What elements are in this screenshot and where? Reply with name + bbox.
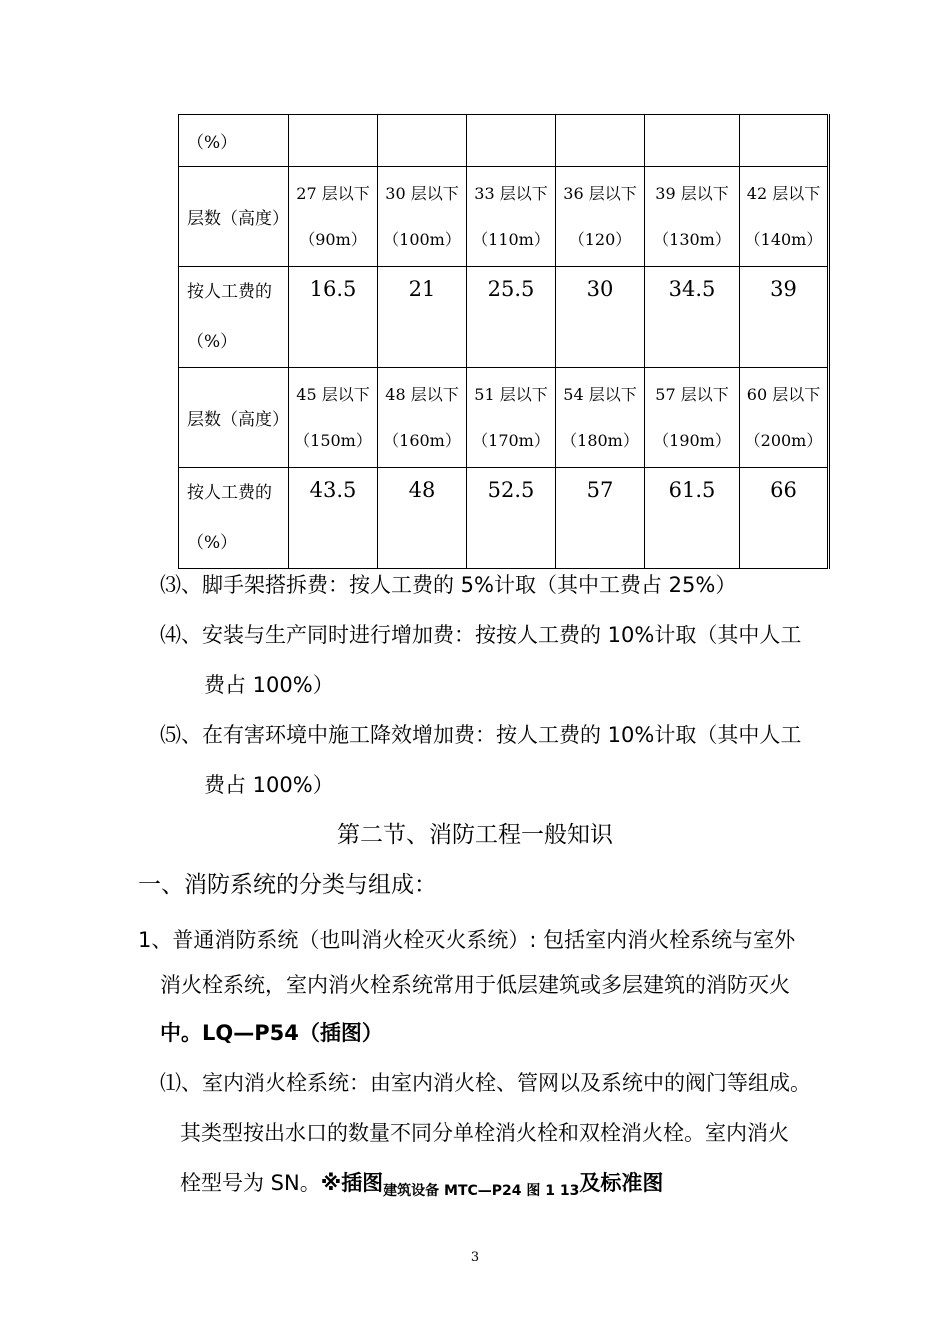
section-title: 第二节、消防工程一般知识 [337, 822, 613, 848]
table-row [179, 267, 829, 368]
row-label: 层数（高度） [179, 167, 289, 267]
floor-height: （160m） [383, 430, 461, 450]
percent-value: 21 [378, 267, 467, 368]
percent-value: 57 [556, 468, 645, 569]
percent-value: 61.5 [645, 468, 740, 569]
para2-line2: 其类型按出水口的数量不同分单栓消火栓和双栓消火栓。室内消火 [180, 1121, 789, 1145]
empty-cell [289, 115, 378, 167]
floor-height: （140m） [744, 229, 823, 249]
page-number: 3 [470, 1250, 480, 1265]
floor-height: （110m） [472, 229, 550, 249]
floor-cell [556, 167, 645, 267]
floor-cell [467, 368, 556, 468]
floor-count: 42 层以下 [746, 183, 821, 203]
floor-height: （200m） [744, 430, 823, 450]
percent-value: 30 [556, 267, 645, 368]
row-label-line1: 按人工费的 [187, 483, 272, 503]
row-label-line2: （%） [187, 332, 238, 352]
floor-cell [289, 368, 378, 468]
item-4-line2: 费占 100%） [204, 673, 334, 697]
floor-count: 33 层以下 [474, 183, 548, 203]
row-label [179, 468, 289, 569]
percent-value: 48 [378, 468, 467, 569]
table-row [179, 167, 829, 267]
percent-value: 25.5 [467, 267, 556, 368]
percent-value: 43.5 [289, 468, 378, 569]
row-label: （%） [179, 115, 289, 167]
floor-count: 60 层以下 [746, 384, 821, 404]
floor-cell [289, 167, 378, 267]
floor-cell [740, 368, 829, 468]
percent-value: 16.5 [289, 267, 378, 368]
floor-count: 27 层以下 [296, 183, 370, 203]
table-row [179, 468, 829, 569]
percent-value: 52.5 [467, 468, 556, 569]
item-3: ⑶、脚手架搭拆费：按人工费的 5%计取（其中工费占 25%） [160, 573, 737, 597]
figure-source: 建筑设备 MTC—P24 图 1 13 [383, 1183, 580, 1199]
para1-line1: 1、普通消防系统（也叫消火栓灭火系统）: 包括室内消火栓系统与室外 [138, 928, 796, 952]
item-5-line1: ⑸、在有害环境中施工降效增加费：按人工费的 10%计取（其中人工 [160, 723, 802, 747]
floor-height: （90m） [299, 229, 367, 249]
floor-height: （150m） [294, 430, 372, 450]
floor-cell [378, 167, 467, 267]
empty-cell [645, 115, 740, 167]
floor-count: 51 层以下 [474, 384, 548, 404]
empty-cell [556, 115, 645, 167]
floor-height: （130m） [653, 229, 731, 249]
floor-height: （100m） [383, 229, 461, 249]
row-label-line1: 按人工费的 [187, 282, 272, 302]
floor-count: 39 层以下 [655, 183, 729, 203]
floor-height: （190m） [653, 430, 731, 450]
floor-height: （170m） [472, 430, 550, 450]
para1-line2: 消火栓系统，室内消火栓系统常用于低层建筑或多层建筑的消防灭火 [160, 973, 790, 997]
empty-cell [378, 115, 467, 167]
item-5-line2: 费占 100%） [204, 773, 334, 797]
percent-value: 39 [740, 267, 829, 368]
floor-count: 45 层以下 [296, 384, 370, 404]
floor-cell [556, 368, 645, 468]
row-label [179, 267, 289, 368]
para2-line3 [180, 1158, 663, 1211]
floor-height: （180m） [561, 430, 639, 450]
floor-cell [467, 167, 556, 267]
floor-count: 48 层以下 [385, 384, 459, 404]
table-row [179, 115, 829, 167]
floor-count: 30 层以下 [385, 183, 459, 203]
floor-count: 36 层以下 [563, 183, 637, 203]
floor-count: 57 层以下 [655, 384, 729, 404]
floor-count: 54 层以下 [563, 384, 637, 404]
empty-cell [740, 115, 829, 167]
heading-1: 一、消防系统的分类与组成： [138, 872, 437, 898]
floor-cell [645, 368, 740, 468]
percent-value: 34.5 [645, 267, 740, 368]
row-label: 层数（高度） [179, 368, 289, 468]
para1-line3: 中。LQ—P54（插图） [160, 1021, 383, 1045]
rate-table [178, 114, 830, 569]
floor-height: （120） [568, 229, 632, 249]
empty-cell [467, 115, 556, 167]
item-4-line1: ⑷、安装与生产同时进行增加费：按按人工费的 10%计取（其中人工 [160, 623, 802, 647]
floor-cell [378, 368, 467, 468]
row-label-line2: （%） [187, 533, 238, 553]
para2-line1: ⑴、室内消火栓系统：由室内消火栓、管网以及系统中的阀门等组成。 [160, 1071, 811, 1095]
figure-ref: ※插图 [320, 1171, 384, 1195]
model-text: 栓型号为 SN。 [180, 1171, 321, 1195]
floor-cell [740, 167, 829, 267]
figure-standard: 及标准图 [579, 1171, 664, 1195]
floor-cell [645, 167, 740, 267]
table-row [179, 368, 829, 468]
percent-value: 66 [740, 468, 829, 569]
